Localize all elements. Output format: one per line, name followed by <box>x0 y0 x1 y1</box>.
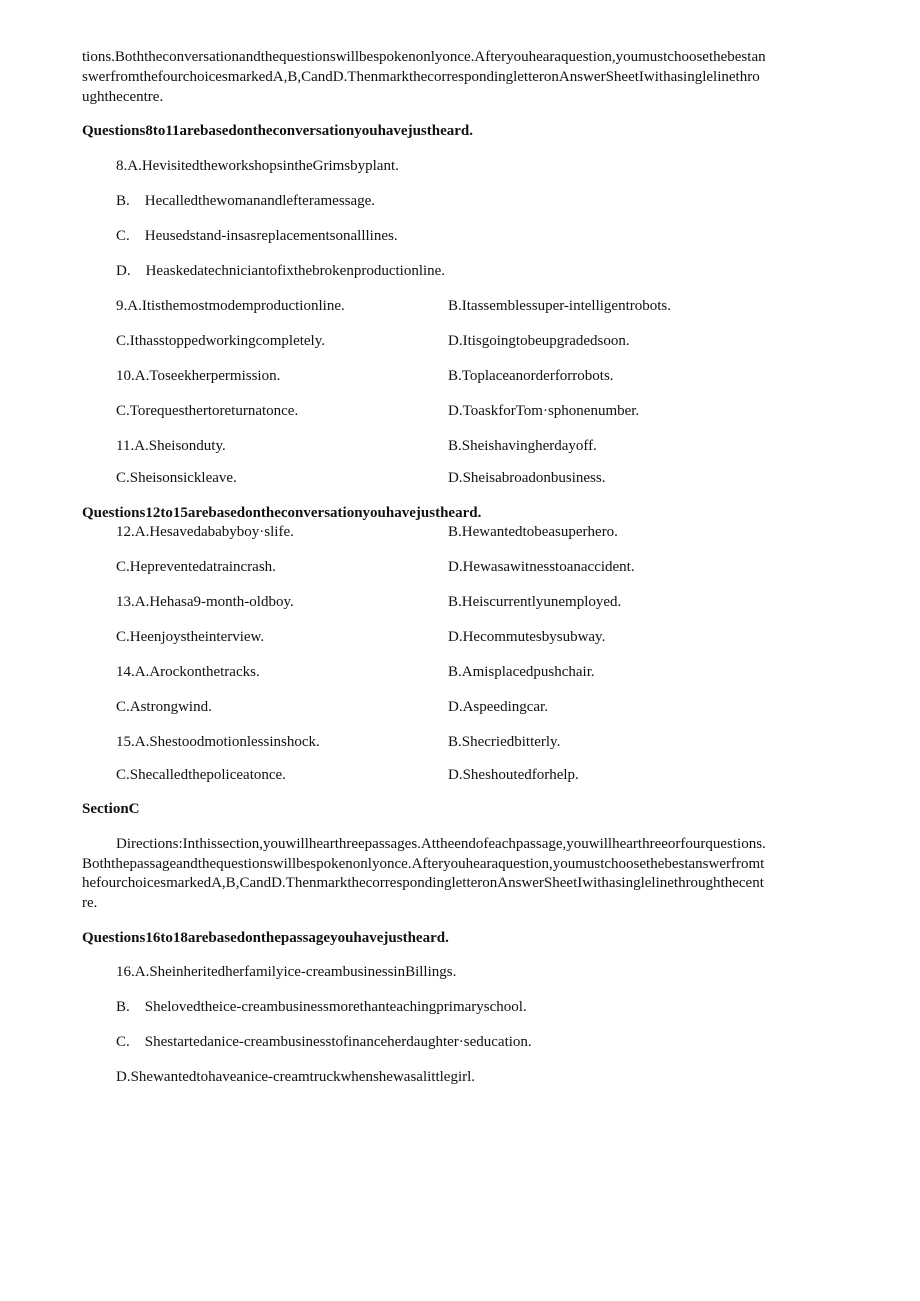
q15-option-c: C.Shecalledthepoliceatonce. <box>116 767 286 783</box>
q16-option-a: 16.A.Sheinheritedherfamilyice-creambusinessinBillings. <box>116 964 457 980</box>
intro-line-3: ughthecentre. <box>82 89 164 105</box>
q8-option-a: 8.A.HevisitedtheworkshopsintheGrimsbyplant. <box>116 158 399 174</box>
q9-option-a: 9.A.Itisthemostmodemproductionline. <box>116 298 345 314</box>
section-c-directions-line-4: re. <box>82 895 98 911</box>
q12-option-a: 12.A.Hesavedababyboy·slife. <box>116 524 294 540</box>
q13-option-c: C.Heenjoystheinterview. <box>116 629 265 645</box>
q12-option-c: C.Hepreventedatraincrash. <box>116 559 276 575</box>
q11-option-b: B.Sheishavingherdayoff. <box>448 438 597 454</box>
group-heading-8-11: Questions8to11arebasedontheconversationyouhavejustheard. <box>82 123 473 139</box>
q15-option-a: 15.A.Shestoodmotionlessinshock. <box>116 734 320 750</box>
q13-option-a: 13.A.Hehasa9-month-oldboy. <box>116 594 294 610</box>
q12-option-b: B.Hewantedtobeasuperhero. <box>448 524 618 540</box>
group-heading-12-15: Questions12to15arebasedontheconversationyouhavejustheard. <box>82 505 482 521</box>
intro-line-1: tions.Boththeconversationandthequestionswillbespokenonlyonce.Afteryouhearaquestion,youmustchoosethebestan <box>82 49 766 65</box>
q15-option-d: D.Sheshoutedforhelp. <box>448 767 579 783</box>
q16-option-d: D.Shewantedtohaveanice-creamtruckwhenshewasalittlegirl. <box>116 1069 476 1085</box>
q14-option-b: B.Amisplacedpushchair. <box>448 664 595 680</box>
q14-option-d: D.Aspeedingcar. <box>448 699 548 715</box>
q10-option-b: B.Toplaceanorderforrobots. <box>448 368 614 384</box>
q9-option-d: D.Itisgoingtobeupgradedsoon. <box>448 333 630 349</box>
q11-option-c: C.Sheisonsickleave. <box>116 470 237 486</box>
section-c-directions-line-3: hefourchoicesmarkedA,B,CandD.ThenmarkthecorrespondingletteronAnswerSheetIwithasinglelinethroughthecent <box>82 875 764 891</box>
q8-option-b: B. Hecalledthewomanandlefteramessage. <box>116 193 376 209</box>
intro-line-2: swerfromthefourchoicesmarkedA,B,CandD.ThenmarkthecorrespondingletteronAnswerSheetIwithasinglelinethro <box>82 69 760 85</box>
section-c-directions-line-2: Boththepassageandthequestionswillbespokenonlyonce.Afteryouhearaquestion,youmustchoosethebestanswerfromt <box>82 856 765 872</box>
q14-option-c: C.Astrongwind. <box>116 699 212 715</box>
q12-option-d: D.Hewasawitnesstoanaccident. <box>448 559 635 575</box>
q16-option-c: C. Shestartedanice-creambusinesstofinanceherdaughter·seducation. <box>116 1034 532 1050</box>
q15-option-b: B.Shecriedbitterly. <box>448 734 561 750</box>
section-c-directions-line-1: Directions:Inthissection,youwillhearthreepassages.Attheendofeachpassage,youwillhearthreeorfourquestions. <box>116 836 766 852</box>
q9-option-c: C.Ithasstoppedworkingcompletely. <box>116 333 325 349</box>
q10-option-a: 10.A.Toseekherpermission. <box>116 368 281 384</box>
section-c-title: SectionC <box>82 801 140 817</box>
q9-option-b: B.Itassemblessuper-intelligentrobots. <box>448 298 671 314</box>
group-heading-16-18: Questions16to18arebasedonthepassageyouhavejustheard. <box>82 930 449 946</box>
q11-option-d: D.Sheisabroadonbusiness. <box>448 470 606 486</box>
q13-option-b: B.Heiscurrentlyunemployed. <box>448 594 622 610</box>
q8-option-c: C. Heusedstand-insasreplacementsonalllines. <box>116 228 398 244</box>
q14-option-a: 14.A.Arockonthetracks. <box>116 664 260 680</box>
q16-option-b: B. Shelovedtheice-creambusinessmorethanteachingprimaryschool. <box>116 999 527 1015</box>
q13-option-d: D.Hecommutesbysubway. <box>448 629 606 645</box>
q10-option-d: D.ToaskforTom·sphonenumber. <box>448 403 640 419</box>
q10-option-c: C.Torequesthertoreturnatonce. <box>116 403 299 419</box>
q8-option-d: D. Heaskedatechniciantofixthebrokenproductionline. <box>116 263 446 279</box>
q11-option-a: 11.A.Sheisonduty. <box>116 438 226 454</box>
